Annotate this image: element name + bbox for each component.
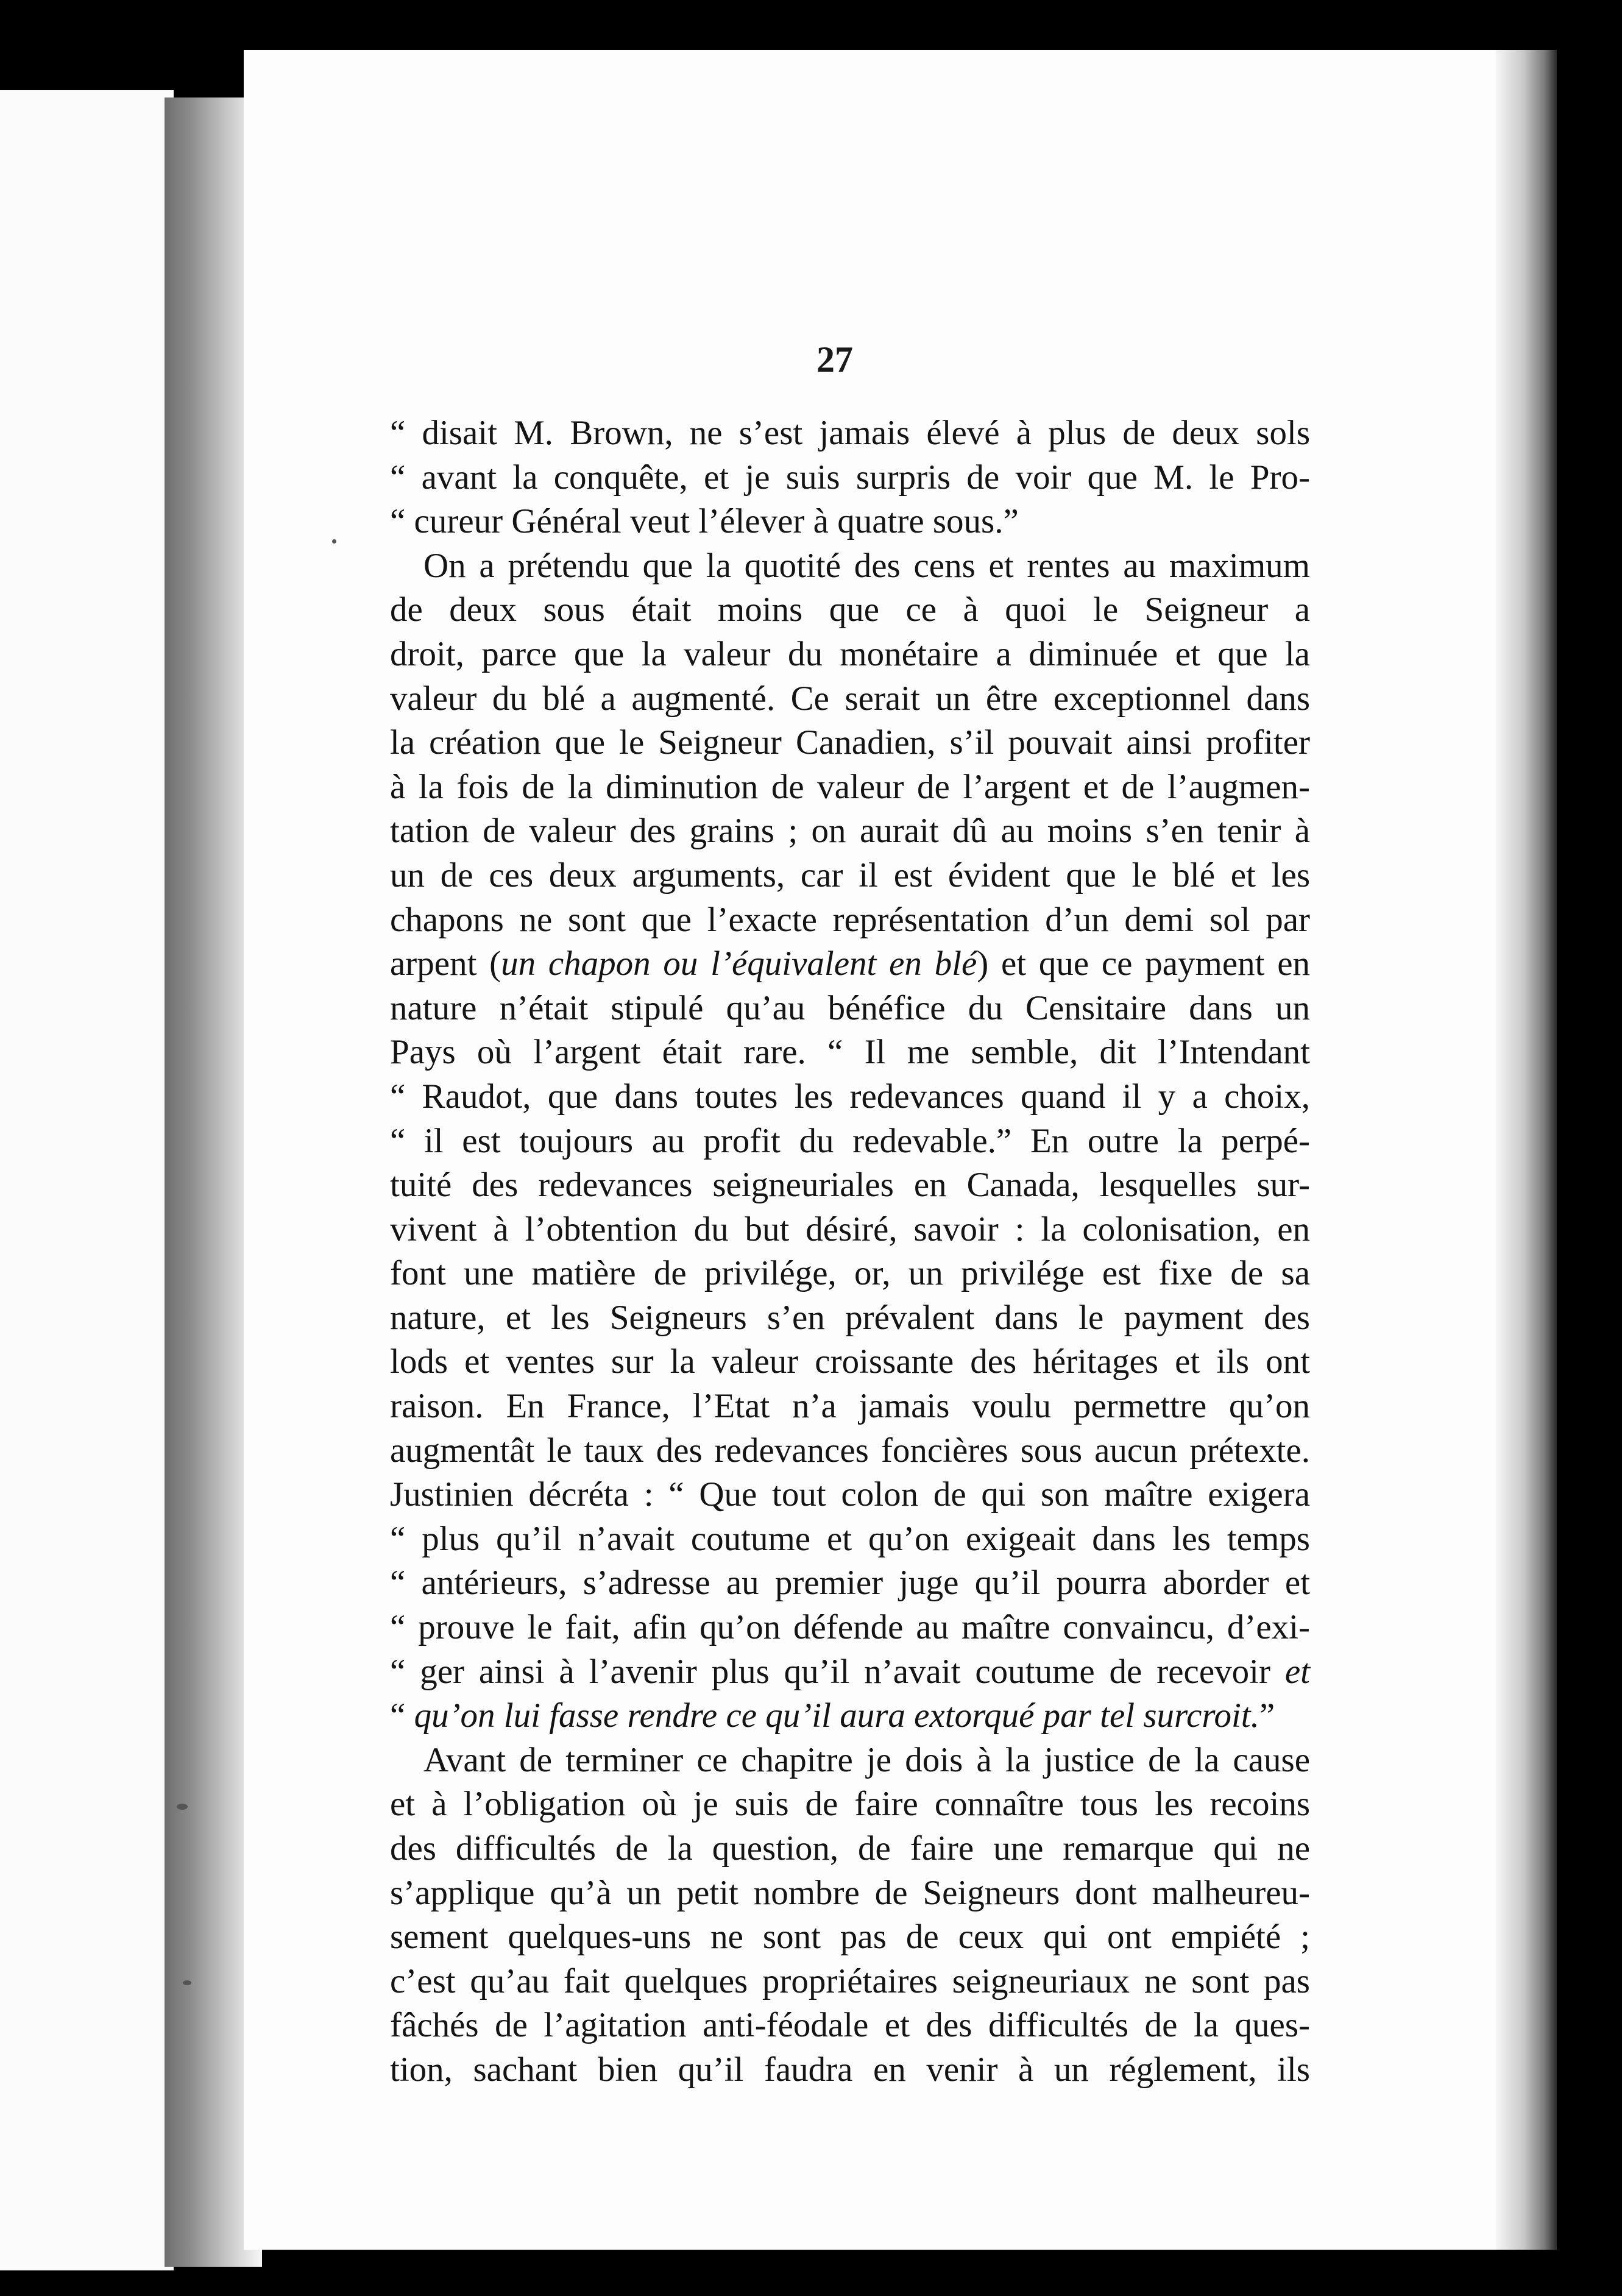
text-line-segment: fâchés de l’agitation anti-féodale et des difficultés de la ques- <box>390 2006 1310 2045</box>
text-line <box>390 809 1310 854</box>
text-line-segment: “ cureur Général veut l’élever à quatre sous.” <box>390 502 1019 541</box>
text-line <box>390 411 1310 456</box>
text-line <box>390 544 1310 589</box>
text-line <box>390 2004 1310 2048</box>
italic-text: qu’on lui fasse rendre ce qu’il aura extorqué par tel surcroit. <box>414 1696 1259 1735</box>
text-line <box>390 1252 1310 1296</box>
text-line-segment: sement quelques-uns ne sont pas de ceux qui ont empiété ; <box>390 1918 1310 1957</box>
text-line <box>390 854 1310 898</box>
text-line <box>390 1119 1310 1164</box>
text-line <box>390 588 1310 632</box>
text-line <box>390 1075 1310 1119</box>
text-line-segment: lods et ventes sur la valeur croissante des héritages et ils ont <box>390 1342 1310 1381</box>
text-line-segment: arpent ( <box>390 944 501 983</box>
text-line <box>390 1738 1310 1783</box>
text-line <box>390 1561 1310 1606</box>
text-line <box>390 1340 1310 1384</box>
text-line <box>390 1782 1310 1827</box>
text-line <box>390 1163 1310 1208</box>
body-text <box>390 411 1310 2092</box>
text-line-segment: font une matière de privilége, or, un privilége est fixe de sa <box>390 1254 1310 1293</box>
text-line <box>390 721 1310 765</box>
text-line <box>390 1694 1310 1738</box>
text-line-segment: de deux sous était moins que ce à quoi le Seigneur a <box>390 590 1310 629</box>
text-line-segment: à la fois de la diminution de valeur de l’argent et de l’augmen- <box>390 767 1310 806</box>
italic-text: un chapon ou l’équivalent en blé <box>501 944 977 983</box>
text-line-segment: ) et que ce payment en <box>977 944 1311 983</box>
text-line-segment: la création que le Seigneur Canadien, s’il pouvait ainsi profiter <box>390 723 1310 762</box>
text-line-segment: s’applique qu’à un petit nombre de Seigneurs dont malheureu- <box>390 1873 1310 1912</box>
text-line-segment: tion, sachant bien qu’il faudra en venir à un réglement, ils <box>390 2050 1310 2089</box>
text-line-segment: “ Raudot, que dans toutes les redevances quand il y a choix, <box>390 1077 1310 1116</box>
text-line <box>390 1429 1310 1473</box>
text-line-segment: “ plus qu’il n’avait coutume et qu’on exigeait dans les temps <box>390 1519 1310 1558</box>
text-line-segment: raison. En France, l’Etat n’a jamais voulu permettre qu’on <box>390 1387 1310 1426</box>
text-line-segment: Pays où l’argent était rare. “ Il me semble, dit l’Intendant <box>390 1033 1310 1072</box>
speck <box>183 1980 191 1985</box>
text-line <box>390 1384 1310 1429</box>
text-line <box>390 1960 1310 2004</box>
text-line-segment: valeur du blé a augmenté. Ce serait un être exceptionnel dans <box>390 679 1310 718</box>
text-line-segment: nature n’était stipulé qu’au bénéfice du Censitaire dans un <box>390 988 1310 1027</box>
text-line <box>390 1827 1310 1871</box>
text-line <box>390 765 1310 810</box>
text-line <box>390 987 1310 1031</box>
page-number: 27 <box>816 339 853 380</box>
text-line <box>390 456 1310 500</box>
text-line <box>390 1296 1310 1341</box>
speck <box>332 539 336 544</box>
text-line-segment: “ prouve le fait, afin qu’on défende au maître convaincu, d’exi- <box>390 1608 1310 1647</box>
text-line-segment: “ avant la conquête, et je suis surpris de voir que M. le Pro- <box>390 458 1310 497</box>
text-line <box>390 500 1310 544</box>
text-line <box>390 1473 1310 1517</box>
text-line-segment: Justinien décréta : “ Que tout colon de qui son maître exigera <box>390 1475 1310 1514</box>
left-facing-page <box>0 90 174 2270</box>
text-line-segment: vivent à l’obtention du but désiré, savoir : la colonisation, en <box>390 1210 1310 1249</box>
text-line <box>390 898 1310 943</box>
italic-text: et <box>1284 1652 1310 1691</box>
text-line-segment: “ <box>390 1696 414 1735</box>
text-line <box>390 677 1310 721</box>
text-line <box>390 1208 1310 1252</box>
text-line-segment: tuité des redevances seigneuriales en Canada, lesquelles sur- <box>390 1166 1310 1205</box>
text-line <box>390 1650 1310 1695</box>
text-line <box>390 2048 1310 2092</box>
text-line <box>390 1915 1310 1960</box>
text-line-segment: “ disait M. Brown, ne s’est jamais élevé à plus de deux sols <box>390 414 1310 452</box>
text-line-segment: ” <box>1259 1696 1275 1735</box>
text-line-segment: et à l’obligation où je suis de faire connaître tous les recoins <box>390 1785 1310 1824</box>
text-line-segment: tation de valeur des grains ; on aurait dû au moins s’en tenir à <box>390 812 1310 851</box>
text-line-segment: un de ces deux arguments, car il est évident que le blé et les <box>390 856 1310 895</box>
page-edge-shadow <box>1496 50 1557 2250</box>
text-line-segment: des difficultés de la question, de faire une remarque qui ne <box>390 1829 1310 1868</box>
text-line-segment: On a prétendu que la quotité des cens et rentes au maximum <box>423 546 1310 585</box>
text-line-segment: Avant de terminer ce chapitre je dois à la justice de la cause <box>423 1740 1310 1779</box>
text-line <box>390 1606 1310 1650</box>
text-line <box>390 1517 1310 1562</box>
text-line-segment: “ antérieurs, s’adresse au premier juge qu’il pourra aborder et <box>390 1564 1310 1603</box>
speck <box>177 1804 188 1810</box>
text-line-segment: “ il est toujours au profit du redevable.” En outre la perpé- <box>390 1121 1310 1160</box>
text-line <box>390 632 1310 677</box>
text-line-segment: nature, et les Seigneurs s’en prévalent dans le payment des <box>390 1298 1310 1337</box>
text-line-segment: chapons ne sont que l’exacte représentation d’un demi sol par <box>390 900 1310 939</box>
text-line <box>390 1871 1310 1916</box>
text-line-segment: c’est qu’au fait quelques propriétaires seigneuriaux ne sont pas <box>390 1961 1310 2000</box>
text-line-segment: augmentât le taux des redevances foncières sous aucun prétexte. <box>390 1431 1310 1470</box>
text-line <box>390 1030 1310 1075</box>
text-line <box>390 942 1310 987</box>
text-line-segment: droit, parce que la valeur du monétaire a diminuée et que la <box>390 634 1310 673</box>
text-line-segment: “ ger ainsi à l’avenir plus qu’il n’avait coutume de recevoir <box>390 1652 1285 1691</box>
